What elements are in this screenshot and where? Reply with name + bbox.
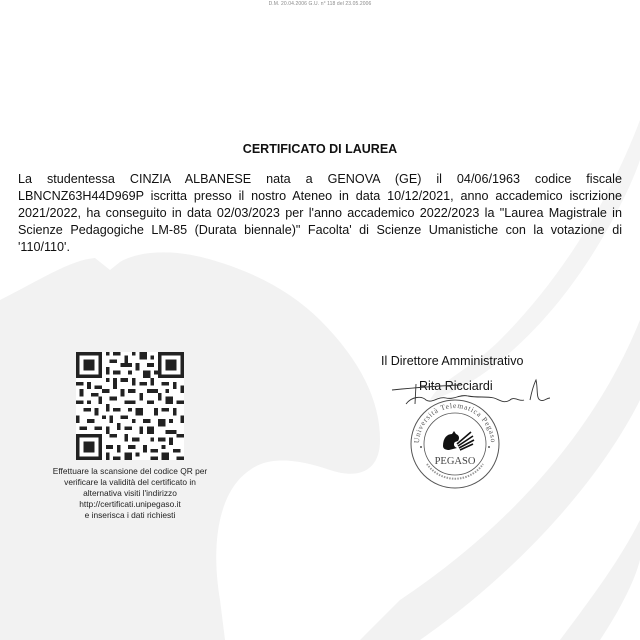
seal-logo-text: PEGASO [434,456,476,467]
legal-decree-note: D.M. 20.04.2006 G.U. n° 118 del 23.05.2006 [268,1,372,7]
qr-caption-line: alternativa visiti l'indirizzo [83,488,177,498]
signatory-role: Il Direttore Amministrativo [381,354,524,368]
qr-code-icon[interactable] [76,352,184,460]
qr-caption-line: e inserisca i dati richiesti [84,510,176,520]
verification-url[interactable]: http://certificati.unipegaso.it [79,499,181,509]
qr-caption-line: Effettuare la scansione del codice QR per [52,466,208,476]
verification-block [40,352,220,521]
handwritten-signature-icon [382,374,562,424]
signatory-name: Rita Ricciardi [419,379,493,393]
seal-arc-text: Università Telematica Pegaso [411,400,499,444]
certificate-body: La studentessa CINZIA ALBANESE nata a GENOVA (GE) il 04/06/1963 codice fiscale LBNCNZ63H44D969P iscritta presso il nostro Ateneo in data 10/12/2021, anno accademico iscrizione 2021/2022, ha conseguito in data 02/03/2023 per l'anno accademico 2022/2023 la "Laurea Magistrale in Scienze Pedagogiche LM-85 (Durata biennale)" Facolta' di Scienze Umanistiche con la votazione di '110/110'. [18,172,622,254]
page-title: CERTIFICATO DI LAUREA [242,142,398,156]
qr-caption [40,466,220,521]
qr-caption-line: verificare la validità del certificato in [64,477,196,487]
